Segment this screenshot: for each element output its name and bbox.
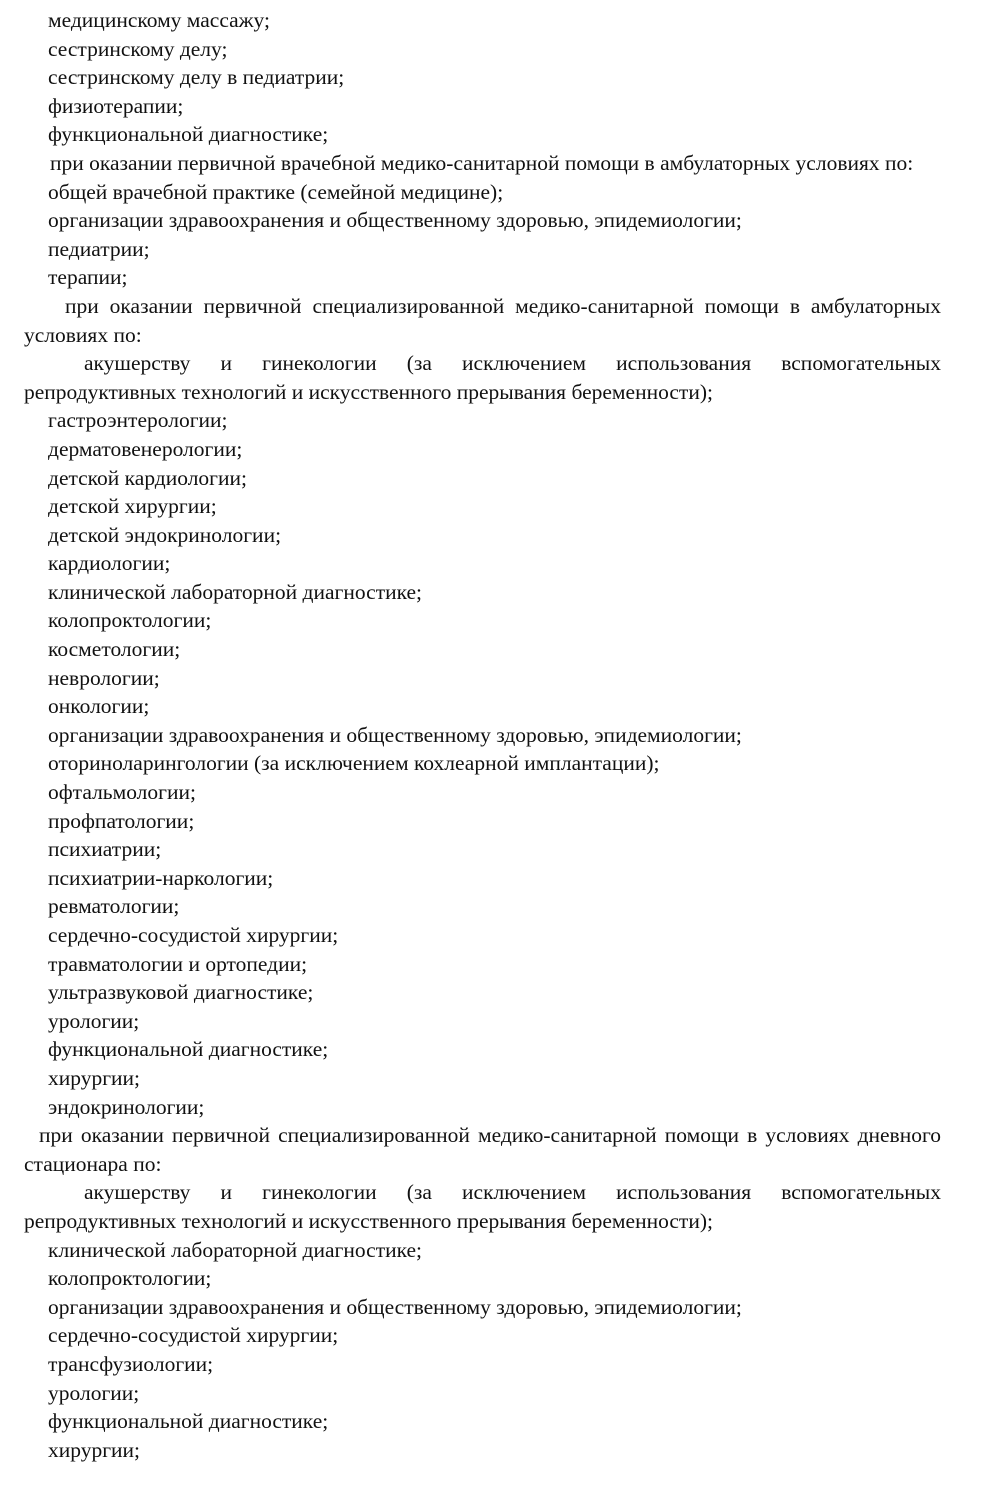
list-item: хирургии; bbox=[48, 1065, 141, 1090]
list-item: клинической лабораторной диагностике; bbox=[48, 1237, 423, 1262]
list-item: дерматовенерологии; bbox=[48, 436, 243, 461]
list-item: кардиологии; bbox=[48, 551, 171, 576]
list-item: колопроктологии; bbox=[48, 608, 212, 633]
list-item: детской хирургии; bbox=[48, 494, 217, 519]
list-item: педиатрии; bbox=[48, 236, 150, 261]
section-heading-primary-physician: при оказании первичной врачебной медико-санитарной помощи в амбулаторных условиях по: bbox=[50, 150, 914, 175]
list-day-hospital bbox=[24, 1236, 941, 1465]
list-item-obstetrics: акушерству и гинекологии (за исключением использования вспомогательных репродуктивных технологий и искусственного прерывания беременности); bbox=[24, 351, 941, 404]
list-item: хирургии; bbox=[48, 1437, 141, 1462]
list-item: психиатрии; bbox=[48, 837, 162, 862]
list-item: общей врачебной практике (семейной медицине); bbox=[48, 179, 504, 204]
list-item: функциональной диагностике; bbox=[48, 122, 329, 147]
list-item: организации здравоохранения и общественному здоровью, эпидемиологии; bbox=[48, 722, 742, 747]
section-heading-day-hospital: при оказании первичной специализированной медико-санитарной помощи в условиях дневного стационара по: bbox=[24, 1123, 941, 1176]
list-item: клинической лабораторной диагностике; bbox=[48, 579, 423, 604]
list-item: ультразвуковой диагностике; bbox=[48, 980, 314, 1005]
list-item: физиотерапии; bbox=[48, 93, 184, 118]
list-item: сестринскому делу; bbox=[48, 36, 228, 61]
list-item: урологии; bbox=[48, 1380, 140, 1405]
list-item: урологии; bbox=[48, 1008, 140, 1033]
list-item: трансфузиологии; bbox=[48, 1351, 214, 1376]
list-item: эндокринологии; bbox=[48, 1094, 205, 1119]
list-item: организации здравоохранения и общественному здоровью, эпидемиологии; bbox=[48, 1294, 742, 1319]
list-item: сердечно-сосудистой хирургии; bbox=[48, 1323, 339, 1348]
list-item: сердечно-сосудистой хирургии; bbox=[48, 923, 339, 947]
list-item: гастроэнтерологии; bbox=[48, 408, 228, 433]
list-outpatient-nursing bbox=[24, 6, 941, 149]
list-item: медицинскому массажу; bbox=[48, 8, 270, 32]
list-item: онкологии; bbox=[48, 694, 150, 719]
list-item: офтальмологии; bbox=[48, 780, 196, 805]
list-primary-physician bbox=[24, 178, 941, 292]
list-item: функциональной диагностике; bbox=[48, 1037, 329, 1062]
list-specialized-outpatient bbox=[24, 406, 941, 1121]
list-item: косметологии; bbox=[48, 637, 181, 662]
list-item: неврологии; bbox=[48, 665, 160, 690]
list-item: организации здравоохранения и общественному здоровью, эпидемиологии; bbox=[48, 208, 742, 233]
list-item: сестринскому делу в педиатрии; bbox=[48, 65, 345, 90]
list-item: детской кардиологии; bbox=[48, 465, 247, 490]
list-item: детской эндокринологии; bbox=[48, 522, 282, 547]
list-item: травматологии и ортопедии; bbox=[48, 951, 308, 976]
list-item: колопроктологии; bbox=[48, 1266, 212, 1291]
section-heading-specialized-outpatient: при оказании первичной специализированной медико-санитарной помощи в амбулаторных условиях по: bbox=[24, 293, 941, 347]
list-item: оториноларингологии (за исключением кохлеарной имплантации); bbox=[48, 751, 660, 776]
list-item: психиатрии-наркологии; bbox=[48, 865, 274, 890]
list-item-obstetrics: акушерству и гинекологии (за исключением использования вспомогательных репродуктивных технологий и искусственного прерывания беременности); bbox=[24, 1180, 941, 1233]
list-item: профпатологии; bbox=[48, 808, 195, 833]
list-item: ревматологии; bbox=[48, 894, 180, 919]
list-item: терапии; bbox=[48, 265, 128, 290]
list-item: функциональной диагностике; bbox=[48, 1409, 329, 1434]
